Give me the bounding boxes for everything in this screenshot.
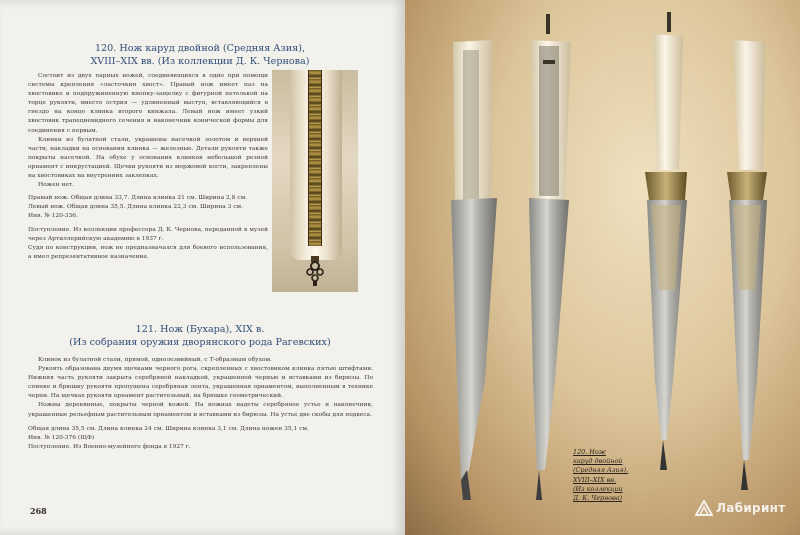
knife-assembled — [645, 12, 687, 470]
caption-line: 120. Нож — [573, 448, 606, 456]
page-number: 268 — [30, 506, 47, 516]
labirint-logo-icon — [695, 500, 713, 516]
handle-detail-photo — [272, 70, 358, 292]
entry-121-paragraph: Клинок из булатной стали, прямой, однолезвийный, с Т-образным обухом. — [38, 357, 272, 363]
knife-single — [727, 40, 767, 490]
entry-120-body — [28, 72, 268, 262]
entry-120-measure: Левый нож. Общая длина 35,5. Длина клинка 22,3 см. Ширина 3 см. — [28, 204, 244, 211]
entry-121-body — [28, 356, 373, 452]
finial-icon — [302, 256, 328, 286]
entry-120-paragraph: Ножен нет. — [38, 182, 74, 189]
gold-inlay-strip — [308, 70, 322, 246]
right-page — [405, 0, 800, 535]
entry-121-measure: Инв. № 120-376 (ЩФ) — [28, 434, 95, 441]
entry-120-title-line1: 120. Нож каруд двойной (Средняя Азия), — [94, 43, 306, 54]
entry-120-provenance: Судя по конструкции, нож не предназначался для боевого использования, а имел репрезентативное назначение. — [28, 244, 268, 260]
knife-left-part — [529, 14, 571, 500]
caption-line: XVIII–XIX вв. — [573, 475, 617, 484]
entry-120-measure: Инв. № 120-336. — [28, 213, 78, 220]
entry-120-paragraph: Клинки из булатной стали, украшены насечкой золотом и верхней части, накладки на основании клинка — железные. Детали рукояти также покрыты насечкой. На обухе у основания клинков небольшой резной орнамент с инкрустацией. Щечки рукояти из моржовой кости, закреплены на хвостовиках на внутренних заклепках. — [28, 136, 268, 180]
caption-line: (Из коллекции — [573, 484, 623, 493]
entry-121-measure: Общая длина 35,5 см. Длина клинка 24 см. Ширина клинка 3,1 см. Длина ножен 35,1 см. — [28, 425, 309, 432]
caption-line: (Средняя Азия). — [573, 466, 629, 475]
watermark-text: Лабиринт — [716, 501, 786, 515]
knife-right-part — [451, 40, 497, 500]
photo-caption — [573, 448, 643, 503]
entry-120-provenance: Поступление. Из коллекции профессора Д. К. Чернова, переданной в музей через Артиллерийскую академию в 1937 г. — [28, 226, 268, 242]
entry-121-paragraph: Рукоять образована двумя щечками черного рога, скрепленных с хвостовиком клинка пятью штифтами. Нижняя часть рукояти закрыта серебряной накладкой, украшенной чернью и вставками из бирюзы. По спинке и брюшку рукояти пропущена серебряная лента, украшенная орнаментом, выполненным в технике черни. На щечках рукояти орнамент растительный, на брюшке геометрический. — [28, 366, 373, 400]
entry-121-paragraph: Ножны деревянные, покрыты черной кожей. На ножнах надеты серебряное устье и наконечник, украшенные рельефным растительным орнаментом и вставками из бирюзы. На устье две скобы для подвеса. — [28, 402, 373, 418]
entry-121-measure: Поступление. Из Военно-музейного фонда в 1927 г. — [28, 443, 191, 450]
entry-120-title-line2: XVIII–XIX вв. (Из коллекции Д. К. Чернова) — [90, 56, 310, 67]
entry-121-title — [50, 323, 350, 349]
entry-121-title-line2: (Из собрания оружия дворянского рода Рагевских) — [69, 337, 331, 348]
entry-120-title — [60, 42, 340, 68]
labirint-watermark — [695, 500, 786, 516]
caption-line: Д. К. Чернова) — [573, 494, 623, 503]
entry-120-paragraph: Состоит из двух парных ножей, соединяющихся в одно при помощи системы крепления «ласточкин хвост». Правый нож имеет паз на хвостовике и подпружиненную кнопку-защелку с фигурной петелькой на торце рукояти, вместо острия — удлиненный выступ, вставляющийся в гнездо на конце клинка второго кинжала. Левый нож имеет узкий хвостовик трапециевидного сечения и наконечник конической формы для соединения с первым. — [28, 73, 268, 134]
caption-line: каруд двойной — [573, 457, 623, 466]
entry-121-title-line1: 121. Нож (Бухара), XIX в. — [135, 324, 265, 335]
entry-120-measure: Правый нож. Общая длина 33,7. Длина клинка 21 см. Ширина 2,8 см. — [28, 195, 248, 202]
